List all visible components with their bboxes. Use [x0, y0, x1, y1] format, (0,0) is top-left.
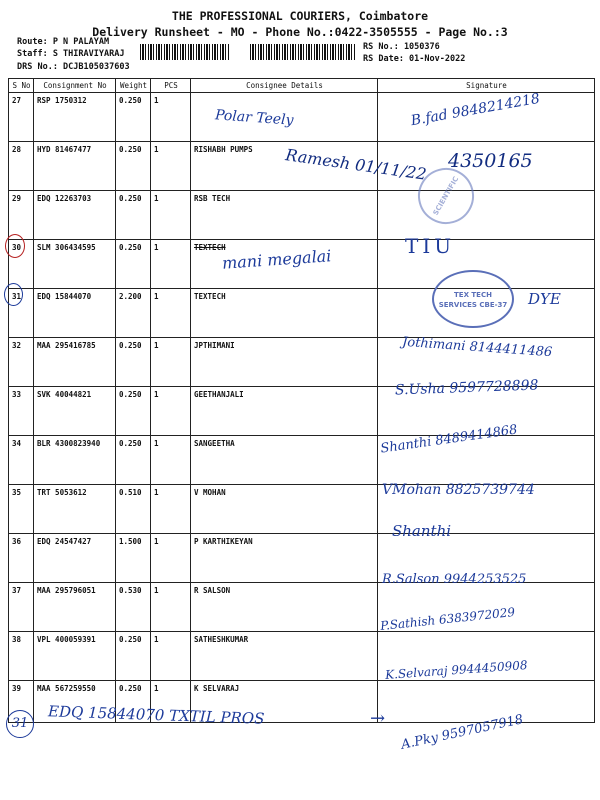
runsheet-title: Delivery Runsheet - MO - Phone No.:0422-3505555 - Page No.:3 — [92, 25, 508, 39]
cell-weight: 0.250 — [116, 240, 151, 289]
drs-label: DRS No.: DCJB105037603 — [17, 62, 130, 72]
handwritten-bottom-signature: A.Pky 9597057918 — [399, 712, 525, 753]
handwritten-signature-27: B.fad 9848214218 — [409, 90, 542, 130]
col-signature: Signature — [378, 79, 595, 93]
cell-consignee: TEXTECH — [191, 240, 378, 289]
cell-consignee: RISHABH PUMPS — [191, 142, 378, 191]
barcode-left — [140, 44, 230, 60]
cell-pcs: 1 — [151, 485, 191, 534]
cell-pcs: 1 — [151, 93, 191, 142]
col-weight: Weight — [116, 79, 151, 93]
handwritten-name-30: mani megalai — [221, 246, 332, 273]
cell-pcs: 1 — [151, 387, 191, 436]
arrow-icon: → — [370, 708, 386, 729]
cell-consignment: EDQ 12263703 — [34, 191, 116, 240]
cell-sno: 32 — [9, 338, 34, 387]
cell-consignee: RSB TECH — [191, 191, 378, 240]
handwritten-signature-33: S.Usha 9597728898 — [394, 377, 539, 399]
cell-consignment: SVK 40044821 — [34, 387, 116, 436]
handwritten-signature-37: R.Salson 9944253525 — [382, 572, 527, 587]
cell-weight: 0.250 — [116, 191, 151, 240]
cell-consignment: BLR 4300823940 — [34, 436, 116, 485]
handwritten-signature-35: VMohan 8825739744 — [382, 482, 535, 498]
table-header-row — [9, 79, 595, 93]
cell-pcs: 1 — [151, 583, 191, 632]
cell-pcs: 1 — [151, 191, 191, 240]
handwritten-signature-30: TIU — [405, 234, 456, 258]
cell-consignee: JPTHIMANI — [191, 338, 378, 387]
rs-no-label: RS No.: 1050376 — [363, 42, 440, 52]
cell-consignee: K SELVARAJ — [191, 681, 378, 723]
col-pcs: PCS — [151, 79, 191, 93]
cell-weight: 0.250 — [116, 436, 151, 485]
handwritten-signature-28: Ramesh 01/11/22 — [284, 145, 428, 184]
stamp-textech: TEX TECH SERVICES CBE-37 — [432, 270, 514, 328]
company-title: THE PROFESSIONAL COURIERS, Coimbatore — [171, 9, 429, 23]
cell-sno: 31 — [9, 289, 34, 338]
cell-pcs: 1 — [151, 632, 191, 681]
cell-sno: 37 — [9, 583, 34, 632]
red-circle-mark — [5, 234, 25, 258]
cell-consignee: GEETHANJALI — [191, 387, 378, 436]
rs-date-label: RS Date: 01-Nov-2022 — [363, 54, 466, 64]
cell-signature — [378, 191, 595, 240]
cell-pcs: 1 — [151, 436, 191, 485]
cell-signature — [378, 681, 595, 723]
route-label: Route: P N PALAYAM — [17, 37, 110, 47]
cell-sno: 36 — [9, 534, 34, 583]
cell-weight: 0.250 — [116, 93, 151, 142]
handwritten-signature-32: Jothimani 8144411486 — [401, 334, 553, 361]
cell-sno: 30 — [9, 240, 34, 289]
col-sno: S No — [9, 79, 34, 93]
cell-pcs: 1 — [151, 289, 191, 338]
handwritten-signature-39: K.Selvaraj 9944450908 — [384, 658, 528, 682]
cell-sno: 38 — [9, 632, 34, 681]
cell-pcs: 1 — [151, 338, 191, 387]
cell-consignee: TEXTECH — [191, 289, 378, 338]
handwritten-signature-34: Shanthi 8489414868 — [379, 422, 519, 457]
handwritten-bottom-note: EDQ 15844070 TXTIL PROS — [47, 702, 265, 728]
handwritten-signature-38: P.Sathish 6383972029 — [379, 604, 516, 634]
cell-consignee: P KARTHIKEYAN — [191, 534, 378, 583]
staff-label: Staff: S THIRAVIYARAJ — [17, 49, 125, 59]
col-consignee: Consignee Details — [191, 79, 378, 93]
cell-sno: 33 — [9, 387, 34, 436]
cell-consignee: V MOHAN — [191, 485, 378, 534]
handwritten-number-28: 4350165 — [448, 150, 533, 172]
cell-consignment: MAA 295416785 — [34, 338, 116, 387]
handwritten-row-number: 31 — [6, 710, 34, 738]
handwritten-signature-36: Shanthi — [392, 522, 452, 540]
cell-pcs: 1 — [151, 240, 191, 289]
cell-sno: 34 — [9, 436, 34, 485]
cell-consignment: MAA 567259550 — [34, 681, 116, 723]
cell-pcs: 1 — [151, 534, 191, 583]
cell-consignment: MAA 295796051 — [34, 583, 116, 632]
cell-pcs: 1 — [151, 142, 191, 191]
stamp-scientific: SCIENTIFIC — [408, 158, 484, 234]
cell-weight: 0.250 — [116, 632, 151, 681]
cell-weight: 0.250 — [116, 338, 151, 387]
cell-consignment: TRT 5053612 — [34, 485, 116, 534]
table-row — [9, 436, 595, 485]
cell-consignment: HYD 81467477 — [34, 142, 116, 191]
runsheet-table — [8, 78, 595, 723]
cell-sno: 35 — [9, 485, 34, 534]
cell-weight: 2.200 — [116, 289, 151, 338]
col-consignment: Consignment No — [34, 79, 116, 93]
cell-sno: 27 — [9, 93, 34, 142]
cell-consignment: RSP 1750312 — [34, 93, 116, 142]
cell-consignment: VPL 400059391 — [34, 632, 116, 681]
cell-consignment: EDQ 15844070 — [34, 289, 116, 338]
cell-sno: 29 — [9, 191, 34, 240]
cell-consignment: SLM 306434595 — [34, 240, 116, 289]
cell-consignee: R SALSON — [191, 583, 378, 632]
cell-consignee: SATHESHKUMAR — [191, 632, 378, 681]
cell-weight: 0.250 — [116, 681, 151, 723]
cell-weight: 1.500 — [116, 534, 151, 583]
barcode-right — [250, 44, 355, 60]
handwritten-name-27: Polar Teely — [214, 107, 294, 129]
cell-weight: 0.250 — [116, 142, 151, 191]
cell-weight: 0.510 — [116, 485, 151, 534]
cell-consignee: SANGEETHA — [191, 436, 378, 485]
cell-pcs: 1 — [151, 681, 191, 723]
cell-weight: 0.250 — [116, 387, 151, 436]
cell-sno: 28 — [9, 142, 34, 191]
handwritten-signature-31: DYE — [528, 290, 561, 308]
cell-weight: 0.530 — [116, 583, 151, 632]
blue-circle-mark — [4, 283, 23, 306]
table-row — [9, 191, 595, 240]
cell-consignment: EDQ 24547427 — [34, 534, 116, 583]
cell-sno: 39 — [9, 681, 34, 723]
